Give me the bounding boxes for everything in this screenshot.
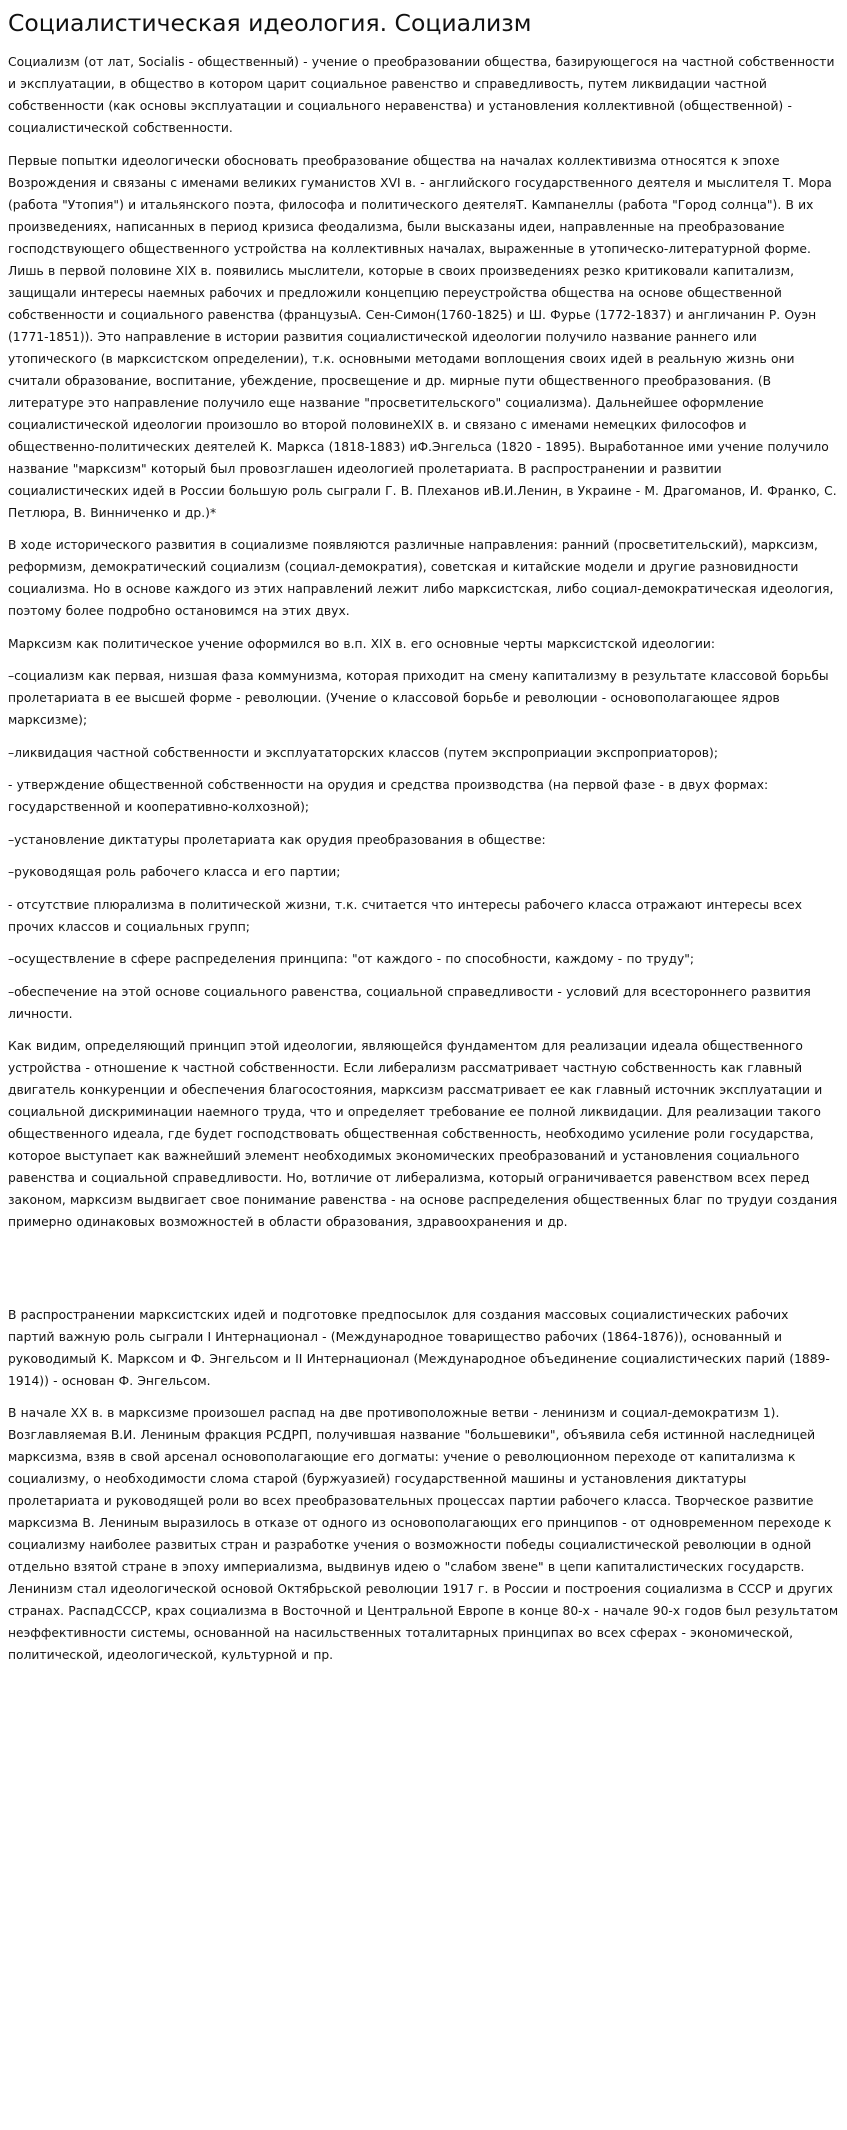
list-item: –обеспечение на этой основе социального равенства, социальной справедливости - условий для всестороннего развития личности. [8, 984, 811, 1021]
list-item: –социализм как первая, низшая фаза коммунизма, которая приходит на смену капитализму в результате классовой борьбы пролетариата в ее высшей форме - революции. (Учение о классовой борьбе и революции - основополагающее ядров марксизме); [8, 669, 829, 727]
paragraph: Как видим, определяющий принцип этой идеологии, являющейся фундаментом для реализации идеала общественного устройства - отношение к частной собственности. Если либерализм рассматривает частную собственность как главный двигатель конкуренции и обеспечения благосостояния, марксизм рассматривает ее как главный источник эксплуатации и социальной дискриминации наемного труда, что и определяет требование ее полной ликвидации. Для реализации такого общественного идеала, где будет господствовать общественная собственность, необходимо усиление роли государства, которое выступает как важнейший элемент необходимых экономических преобразований и установления социального равенства и социальной справедливости. Но, вотличие от либерализма, который ограничивается равенством всех перед законом, марксизм выдвигает свое понимание равенства - на основе распределения общественных благ по трудуи создания примерно одинаковых возможностей в области образования, здравоохранения и др. [8, 1039, 838, 1229]
list-item: - отсутствие плюрализма в политической жизни, т.к. считается что интересы рабочего класса отражают интересы всех прочих классов и социальных групп; [8, 897, 802, 934]
list-item: - утверждение общественной собственности на орудия и средства производства (на первой фазе - в двух формах: государственной и кооперативно-колхозной); [8, 778, 769, 814]
page-title: Социалистическая идеология. Социализм [8, 9, 532, 37]
paragraph: В распространении марксистских идей и подготовке предпосылок для создания массовых социалистических рабочих партий важную роль сыграли I Интернационал - (Международное товарищество рабочих (1864-1876)), основанный и руководимый К. Марксом и Ф. Энгельсом и II Интернационал (Международное объединение социалистических парий (1889-1914)) - основан Ф. Энгельсом. [8, 1307, 830, 1388]
paragraph: Марксизм как политическое учение оформился во в.п. XIX в. его основные черты марксистской идеологии: [8, 636, 716, 651]
list-item: –руководящая роль рабочего класса и его партии; [8, 865, 341, 879]
list-item: –ликвидация частной собственности и эксплуататорских классов (путем экспроприации экспроприаторов); [8, 745, 718, 760]
blank-spacer [8, 1244, 839, 1304]
paragraph: В начале XX в. в марксизме произошел распад на две противоположные ветви - ленинизм и социал-демократизм 1). Возглавляемая В.И. Лениным фракция РСДРП, получившая название "большевики", объявила себя истинной наследницей марксизма, взяв в свой арсенал основополагающие его догматы: учение о революционном переходе от капитализма к социализму, о необходимости слома старой (буржуазией) государственной машины и установления диктатуры пролетариата и руководящей роли во всех преобразовательных процессах партии рабочего класса. Творческое развитие марксизма В. Лениным выразилось в отказе от одного из основополагающих его принципов - от одновременном переходе к социализму наиболее развитых стран и разработке учения о возможности победы социалистической революции в одной отдельно взятой стране в эпоху империализма, выдвинув идею о "слабом звене" в цепи капиталистических государств. Ленинизм стал идеологической основой Октябрьской революции 1917 г. в России и построения социализма в СССР и других странах. РаспадСССР, крах социализма в Восточной и Центральной Европе в конце 80-х - начале 90-х годов был результатом неэффективности системы, основанной на насильственных тоталитарных принципах во всех сферах - экономической, политической, идеологической, культурной и пр. [8, 1406, 839, 1662]
paragraph: В ходе исторического развития в социализме появляются различные направления: ранний (просветительский), марксизм, реформизм, демократический социализм (социал-демократия), советская и китайские модели и другие разновидности социализма. Но в основе каждого из этих направлений лежит либо марксистская, либо социал-демократическая идеология, поэтому более подробно остановимся на этих двух. [8, 538, 834, 618]
list-item: –осуществление в сфере распределения принципа: "от каждого - по способности, каждому - по труду"; [8, 952, 695, 966]
list-item: –установление диктатуры пролетариата как орудия преобразования в обществе: [8, 832, 546, 847]
paragraph: Первые попытки идеологически обосновать преобразование общества на началах коллективизма относятся к эпохе Возрождения и связаны с именами великих гуманистов XVI в. - английского государственного деятеля и мыслителя Т. Мора (работа "Утопия") и итальянского поэта, философа и политического деятеляТ. Кампанеллы (работа "Город солнца"). В их произведениях, написанных в период кризиса феодализма, были высказаны идеи, направленные на преобразование господствующего общественного устройства на коллективных началах, выраженные в утопическо-литературной форме. Лишь в первой половине XIX в. появились мыслители, которые в своих произведениях резко критиковали капитализм, защищали интересы наемных рабочих и предложили концепцию переустройства общества на основе общественной собственности и социального равенства (французыА. Сен-Симон(1760-1825) и Ш. Фурье (1772-1837) и англичанин Р. Оуэн (1771-1851)). Это направление в истории развития социалистической идеологии получило название раннего или утопического (в марксистском определении), т.к. основными методами воплощения своих идей в реальную жизнь они считали образование, воспитание, убеждение, просвещение и др. мирные пути общественного преобразования. (В литературе это направление получило еще название "просветительского" социализма). Дальнейшее оформление социалистической идеологии произошло во второй половинеXIX в. и связано с именами немецких философов и общественно-политических деятелей К. Маркса (1818-1883) иФ.Энгельса (1820 - 1895). Выработанное ими учение получило название "марксизм" который был провозглашен идеологией пролетариата. В распространении и развитии социалистических идей в России большую роль сыграли Г. В. Плеханов иВ.И.Ленин, в Украине - М. Драгоманов, И. Франко, С. Петлюра, В. Винниченко и др.)* [8, 153, 837, 520]
article [0, 8, 847, 1666]
paragraph: Социализм (от лат, Socialis - общественный) - учение о преобразовании общества, базирующегося на частной собственности и эксплуатации, в общество в котором царит социальное равенство и справедливость, путем ликвидации частной собственности (как основы эксплуатации и социального неравенства) и установления коллективной (общественной) - социалистической собственности. [8, 55, 835, 135]
